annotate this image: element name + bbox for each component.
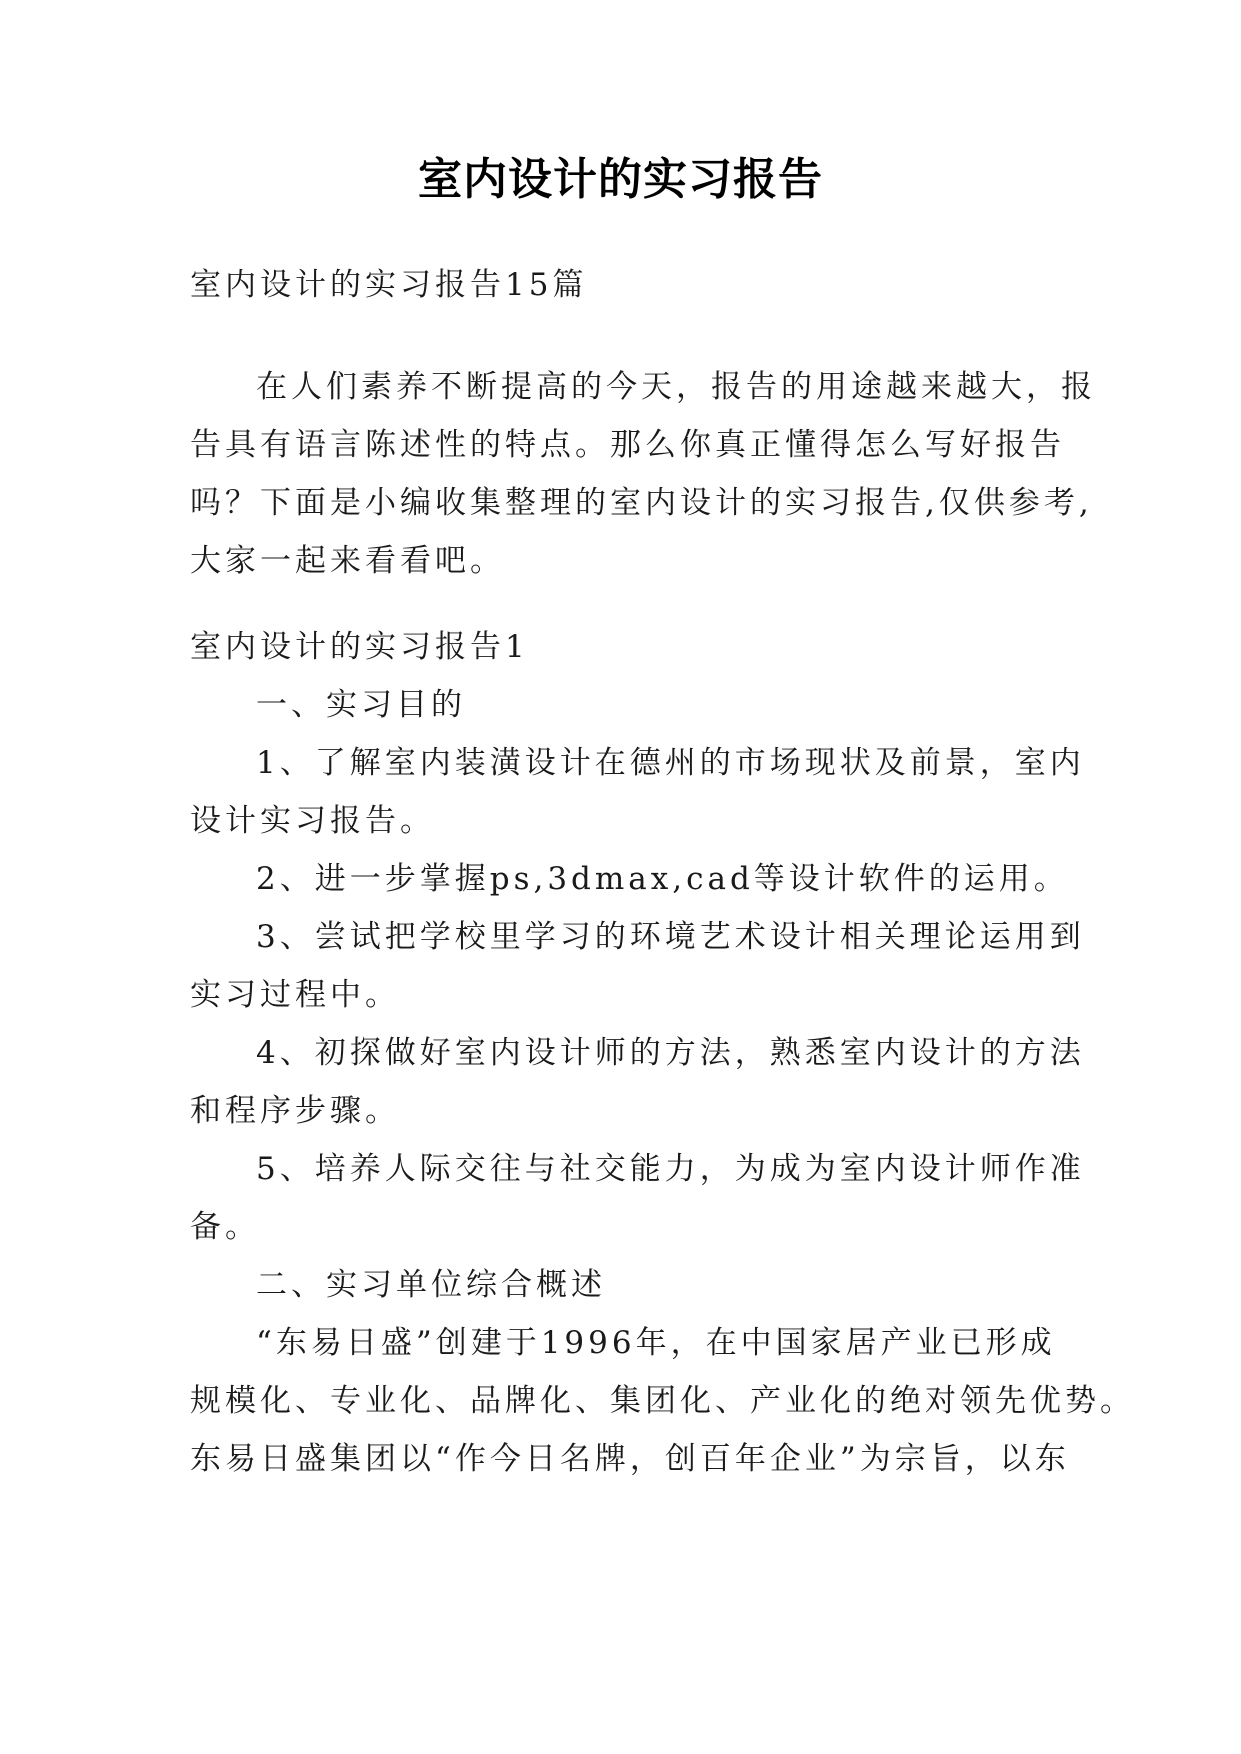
part-heading: 一、实习目的 [256, 687, 466, 723]
list-item-continuation: 设计实习报告。 [190, 803, 435, 839]
section-heading: 室内设计的实习报告1 [190, 629, 529, 665]
section-1 [190, 618, 1135, 1488]
list-item: 5、培养人际交往与社交能力，为成为室内设计师作准 [256, 1151, 1085, 1187]
list-item: 2、进一步掌握ps,3dmax,cad等设计软件的运用。 [256, 861, 1069, 897]
document-subtitle: 室内设计的实习报告15篇 [190, 267, 588, 303]
intro-line: 告具有语言陈述性的特点。那么你真正懂得怎么写好报告 [190, 427, 1065, 463]
list-item-continuation: 实习过程中。 [190, 977, 400, 1013]
intro-line: 大家一起来看看吧。 [190, 543, 505, 579]
list-item-continuation: 和程序步骤。 [190, 1093, 400, 1129]
subtitle-block [190, 256, 1052, 314]
company-paragraph-line: 规模化、专业化、品牌化、集团化、产业化的绝对领先优势。 [190, 1383, 1135, 1419]
company-paragraph-line: 东易日盛集团以“作今日名牌，创百年企业”为宗旨，以东 [190, 1441, 1070, 1477]
list-item: 1、了解室内装潢设计在德州的市场现状及前景，室内 [256, 745, 1085, 781]
list-item: 3、尝试把学校里学习的环境艺术设计相关理论运用到 [256, 919, 1085, 955]
list-item-continuation: 备。 [190, 1209, 260, 1245]
list-item: 4、初探做好室内设计师的方法，熟悉室内设计的方法 [256, 1035, 1085, 1071]
intro-line: 吗？下面是小编收集整理的室内设计的实习报告,仅供参考, [190, 485, 1093, 521]
company-paragraph-line: “东易日盛”创建于1996年，在中国家居产业已形成 [256, 1325, 1056, 1361]
part-heading: 二、实习单位综合概述 [256, 1267, 606, 1303]
intro-paragraph [190, 358, 1096, 590]
intro-line: 在人们素养不断提高的今天，报告的用途越来越大，报 [256, 369, 1096, 405]
document-title: 室内设计的实习报告 [418, 154, 823, 205]
